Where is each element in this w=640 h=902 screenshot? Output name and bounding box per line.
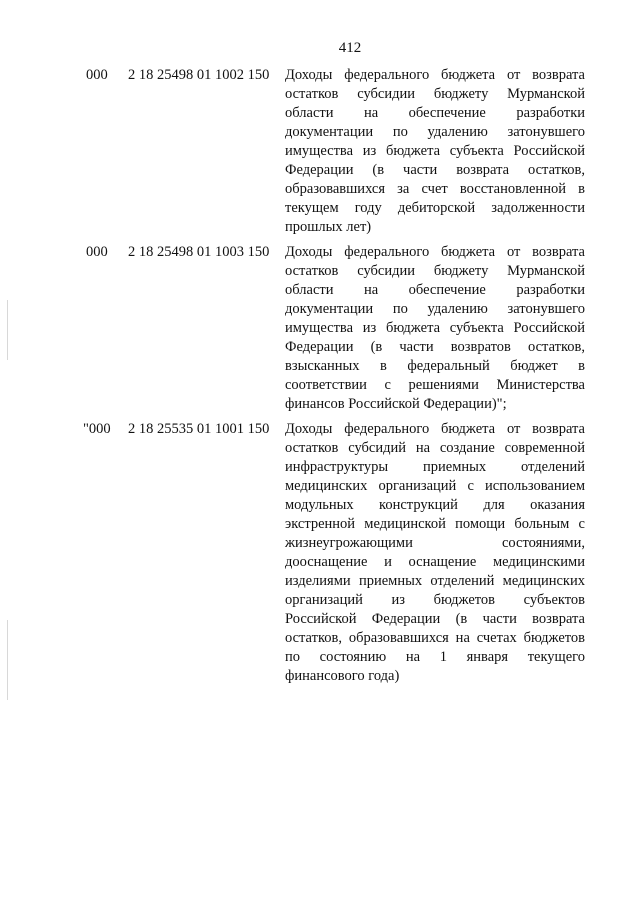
description-line: области на обеспечение разработки: [285, 105, 585, 121]
description-line: по состоянию на 1 января текущего: [285, 649, 585, 665]
admin-code: 000: [86, 67, 108, 83]
budget-classification-code: 2 18 25498 01 1003 150: [128, 244, 270, 260]
entry-description: [285, 243, 585, 414]
description-line: текущем году дебиторской задолженности: [285, 200, 585, 216]
description-line: области на обеспечение разработки: [285, 282, 585, 298]
entry-description: [285, 66, 585, 237]
description-line: взысканных в федеральный бюджет в: [285, 358, 585, 374]
description-line: остатков субсидий на создание современной: [285, 440, 585, 456]
description-line: медицинских организаций с использованием: [285, 478, 585, 494]
description-line: дооснащение и оснащение медицинскими: [285, 554, 585, 570]
description-line: модульных конструкций для оказания: [285, 497, 585, 513]
budget-classification-code: 2 18 25535 01 1001 150: [128, 421, 270, 437]
description-line: инфраструктуры приемных отделений: [285, 459, 585, 475]
description-line: экстренной медицинской помощи больным с: [285, 516, 585, 532]
description-line: документации по удалению затонувшего: [285, 301, 585, 317]
description-line: организаций из бюджетов субъектов: [285, 592, 585, 608]
description-line: остатков субсидии бюджету Мурманской: [285, 86, 585, 102]
description-line: имущества из бюджета субъекта Российской: [285, 320, 585, 336]
description-line: Доходы федерального бюджета от возврата: [285, 421, 585, 437]
description-line: финансового года): [285, 668, 400, 684]
description-line: остатков субсидии бюджету Мурманской: [285, 263, 585, 279]
description-line: финансов Российской Федерации)";: [285, 396, 507, 412]
description-line: Федерации (в части возвратов остатков,: [285, 339, 585, 355]
description-line: изделиями приемных отделений медицинских: [285, 573, 585, 589]
description-line: образовавшихся за счет восстановленной в: [285, 181, 585, 197]
description-line: Федерации (в части возврата остатков,: [285, 162, 585, 178]
scan-artifact: [7, 620, 8, 700]
description-line: соответствии с решениями Министерства: [285, 377, 585, 393]
admin-code: "000: [83, 421, 111, 437]
description-line: Российской Федерации (в части возврата: [285, 611, 585, 627]
entry-description: [285, 420, 585, 686]
description-line: документации по удалению затонувшего: [285, 124, 585, 140]
budget-classification-code: 2 18 25498 01 1002 150: [128, 67, 270, 83]
admin-code: 000: [86, 244, 108, 260]
description-line: имущества из бюджета субъекта Российской: [285, 143, 585, 159]
description-line: жизнеугрожающими состояниями,: [285, 535, 585, 551]
description-line: Доходы федерального бюджета от возврата: [285, 244, 585, 260]
description-line: остатков, образовавшихся на счетах бюджетов: [285, 630, 585, 646]
description-line: Доходы федерального бюджета от возврата: [285, 67, 585, 83]
page-number: 412: [338, 40, 362, 56]
description-line: прошлых лет): [285, 219, 372, 235]
scan-artifact: [7, 300, 8, 360]
